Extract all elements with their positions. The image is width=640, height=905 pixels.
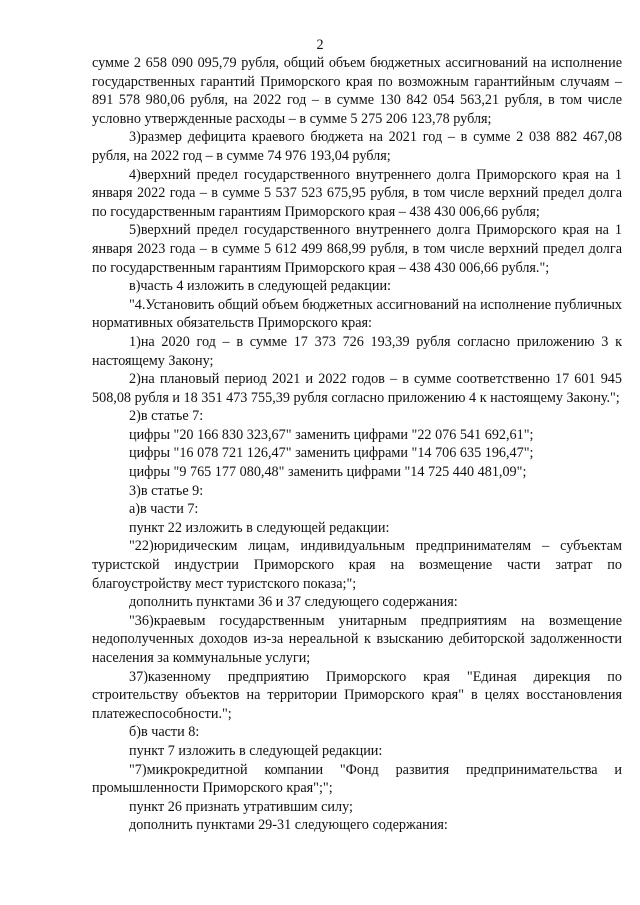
page-number: 2	[316, 37, 324, 53]
paragraph: 5)верхний предел государственного внутреннего долга Приморского края на 1 января 2023 года – в сумме 5 612 499 868,99 рубля, в том числе верхний предел долга по государственным гарантиям Приморского края – 438 430 006,66 рубля.";	[92, 222, 622, 276]
paragraph: а)в части 7:	[129, 501, 199, 518]
paragraph: "4.Установить общий объем бюджетных ассигнований на исполнение публичных нормативных обязательств Приморского края:	[92, 296, 622, 332]
paragraph: 3)в статье 9:	[129, 482, 204, 499]
paragraph: пункт 22 изложить в следующей редакции:	[129, 519, 390, 536]
paragraph: б)в части 8:	[129, 724, 200, 741]
paragraph: 2)в статье 7:	[129, 408, 204, 425]
paragraph: 37)казенному предприятию Приморского края "Единая дирекция по строительству объектов на территории Приморского края" в целях восстановления платежеспособности.";	[92, 668, 622, 722]
paragraph: 2)на плановый период 2021 и 2022 годов – в сумме соответственно 17 601 945 508,08 рубля и 18 351 473 755,39 рубля согласно приложению 4 к настоящему Закону.";	[92, 371, 622, 406]
paragraph: 3)размер дефицита краевого бюджета на 2021 год – в сумме 2 038 882 467,08 рубля, на 2022 год – в сумме 74 976 193,04 рубля;	[92, 129, 622, 164]
paragraph: "7)микрокредитной компании "Фонд развития предпринимательства и промышленности Приморского края";";	[92, 761, 622, 797]
paragraph: цифры "20 166 830 323,67" заменить цифрами "22 076 541 692,61";	[129, 426, 534, 443]
paragraph: сумме 2 658 090 095,79 рубля, общий объем бюджетных ассигнований на исполнение государственных гарантий Приморского края по возможным гарантийным случаям – 891 578 980,06 рубля, на 2022 год – в сумме 130 842 054 563,21 рубля, в том числе условно утвержденные расходы – в сумме 5 275 206 123,78 рубля;	[92, 55, 622, 127]
paragraph: дополнить пунктами 29-31 следующего содержания:	[129, 817, 448, 834]
paragraph: в)часть 4 изложить в следующей редакции:	[129, 278, 391, 295]
paragraph: цифры "16 078 721 126,47" заменить цифрами "14 706 635 196,47";	[129, 445, 534, 462]
paragraph: дополнить пунктами 36 и 37 следующего содержания:	[129, 594, 458, 611]
paragraph: 1)на 2020 год – в сумме 17 373 726 193,39 рубля согласно приложению 3 к настоящему Закону;	[92, 333, 622, 369]
document-body	[92, 54, 622, 835]
paragraph: цифры "9 765 177 080,48" заменить цифрами "14 725 440 481,09";	[129, 464, 527, 481]
paragraph: 4)верхний предел государственного внутреннего долга Приморского края на 1 января 2022 года – в сумме 5 537 523 675,95 рубля, в том числе верхний предел долга по государственным гарантиям Приморского края – 438 430 006,66 рубля;	[92, 166, 622, 220]
paragraph: пункт 26 признать утратившим силу;	[129, 798, 353, 815]
paragraph: "22)юридическим лицам, индивидуальным предпринимателям – субъектам туристской индустрии Приморского края на возмещение части затрат по благоустройству мест туристского показа;";	[92, 538, 622, 592]
paragraph: "36)краевым государственным унитарным предприятиям на возмещение недополученных доходов из-за нереальной к взысканию дебиторской задолженности населения за коммунальные услуги;	[92, 612, 622, 666]
paragraph: пункт 7 изложить в следующей редакции:	[129, 742, 383, 759]
